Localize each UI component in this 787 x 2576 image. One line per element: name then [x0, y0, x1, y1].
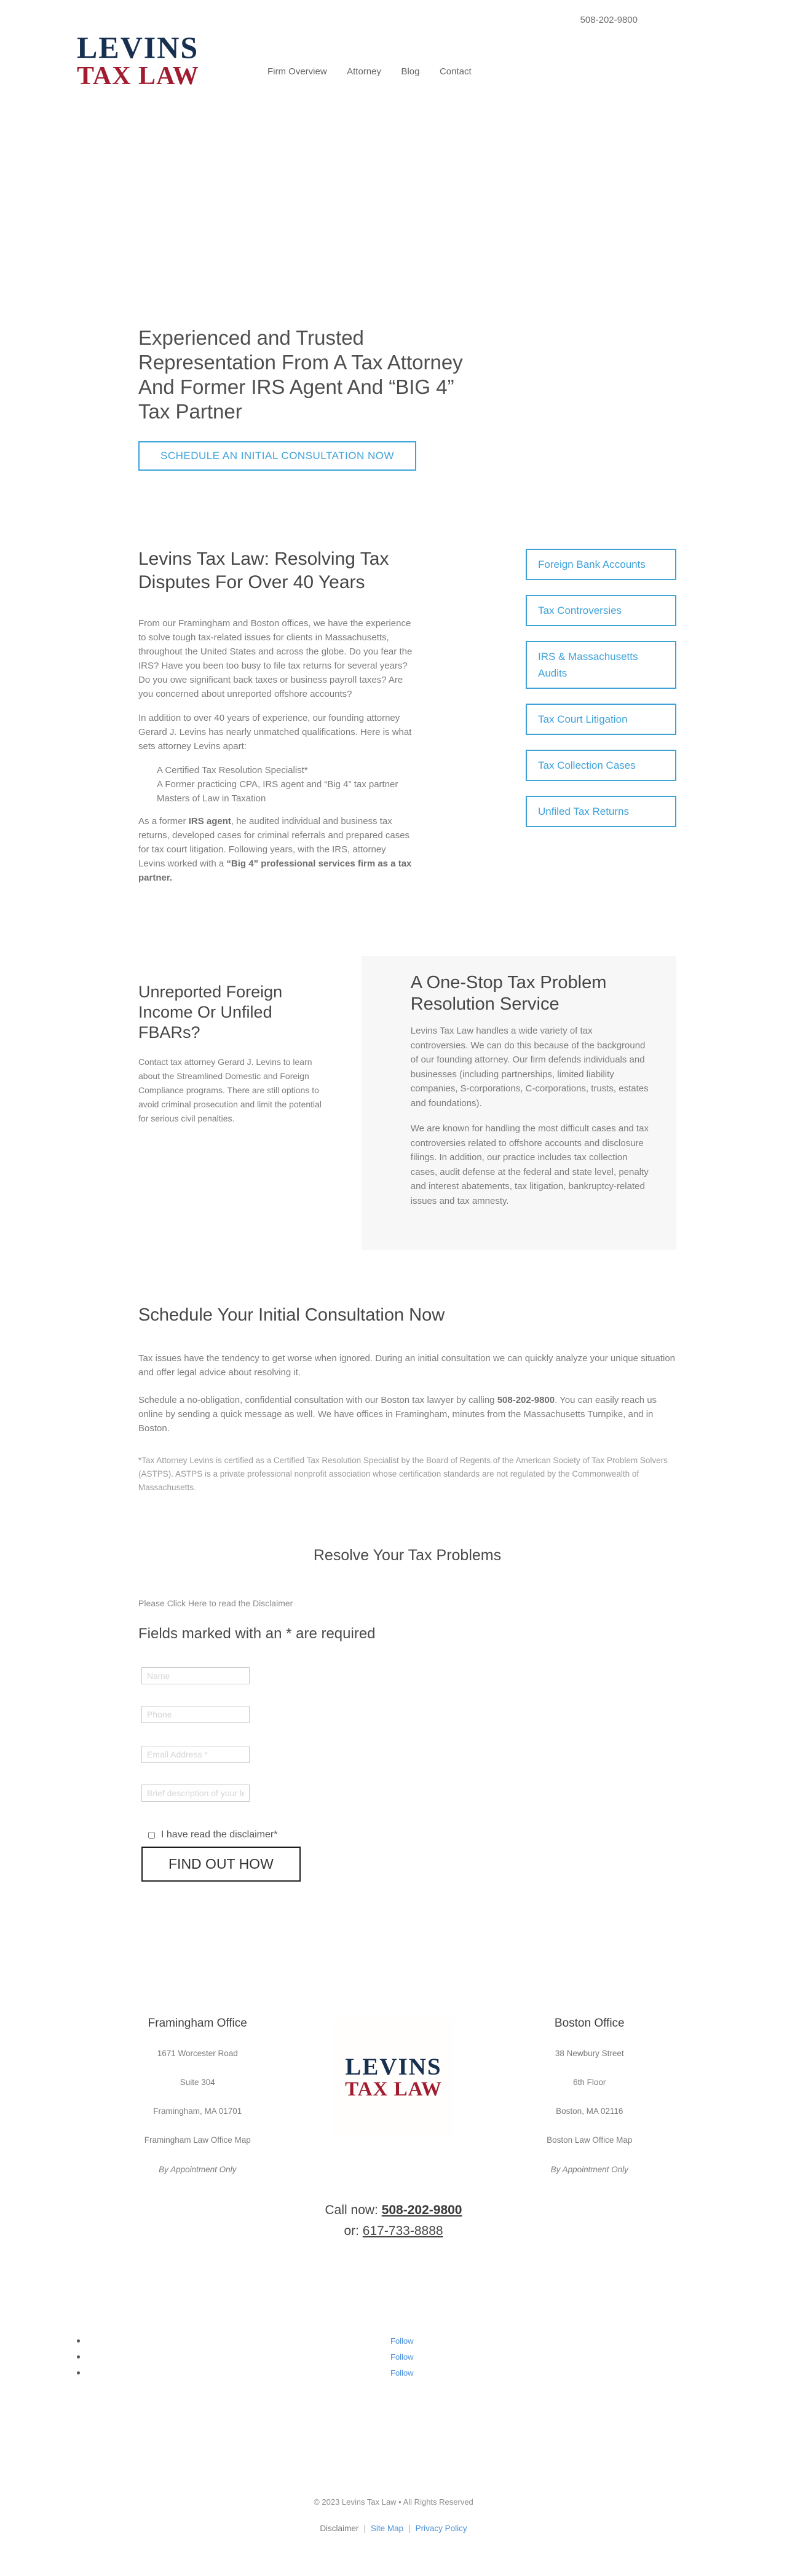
nav-attorney[interactable]: Attorney: [347, 66, 381, 77]
email-field[interactable]: [141, 1746, 250, 1763]
sidebar-button-irs-massachusetts-audits[interactable]: IRS & Massachusetts Audits: [526, 641, 676, 689]
name-field[interactable]: [141, 1667, 250, 1684]
one-stop-heading: A One-Stop Tax Problem Resolution Service: [410, 973, 607, 1014]
framingham-address-line: Suite 304: [180, 2078, 215, 2087]
social-follow-list: [77, 2333, 416, 2381]
phone-bold-text: 508-202-9800: [497, 1395, 555, 1405]
framingham-office-block: [61, 2017, 334, 2175]
practice-areas-sidebar: [526, 548, 676, 895]
site-logo[interactable]: [77, 32, 199, 90]
social-follow-row: [77, 2349, 416, 2365]
boston-appointment-note: By Appointment Only: [550, 2165, 628, 2174]
consultation-paragraph-2: [138, 1393, 676, 1435]
required-fields-note: Fields marked with an * are required: [138, 1625, 376, 1642]
find-out-how-button[interactable]: FIND OUT HOW: [141, 1847, 301, 1882]
about-paragraph-1: From our Framingham and Boston offices, we have the experience to solve tough tax-related issues for clients in Massachusetts, throughout the United States and across the globe. Do you fear the IRS? Have you been too busy to file tax returns for several years? Do you owe significant back taxes or business payroll taxes? Are you concerned about unreported offshore accounts?: [138, 618, 413, 699]
link-separator: |: [363, 2524, 366, 2533]
contact-form-section: [138, 1547, 676, 1882]
hero-heading: Experienced and Trusted Representation From A Tax Attorney And Former IRS Agent And “BIG 4” Tax Partner: [138, 326, 463, 423]
qualification-item: Masters of Law in Taxation: [157, 793, 266, 804]
social-follow-link-2[interactable]: Follow: [390, 2352, 414, 2362]
consultation-section: [138, 1305, 676, 1494]
header-phone-number: 508-202-9800: [580, 15, 638, 25]
sidebar-button-tax-controversies[interactable]: Tax Controversies: [526, 595, 676, 626]
fbar-heading: Unreported Foreign Income Or Unfiled FBARs?: [138, 983, 283, 1042]
about-section: [138, 548, 415, 895]
boston-office-block: [454, 2017, 726, 2175]
framingham-office-heading: Framingham Office: [148, 2017, 247, 2030]
boston-office-heading: Boston Office: [554, 2017, 625, 2030]
legal-issue-field[interactable]: [141, 1785, 250, 1802]
call-now-block: [0, 2200, 787, 2242]
one-stop-paragraph-2: We are known for handling the most difficult cases and tax controversies related to offshore accounts and disclosure filings. In addition, our practice includes tax collection cases, audit defense at the federal and state level, penalty and interest abatements, tax litigation, bankruptcy-related issues and tax amnesty.: [410, 1123, 649, 1206]
boston-map-link[interactable]: Boston Law Office Map: [547, 2135, 633, 2145]
fbar-section: [123, 956, 343, 1250]
bullet-icon: [77, 2371, 80, 2374]
framingham-address-line: Framingham, MA 01701: [153, 2107, 242, 2116]
logo-taxlaw-text: TAX LAW: [77, 62, 199, 90]
boston-address-line: Boston, MA 02116: [556, 2107, 623, 2116]
sidebar-button-unfiled-tax-returns[interactable]: Unfiled Tax Returns: [526, 796, 676, 827]
nav-contact[interactable]: Contact: [439, 66, 472, 77]
secondary-phone-link[interactable]: 617-733-8888: [362, 2224, 443, 2238]
consultation-paragraph-1: Tax issues have the tendency to get worse when ignored. During an initial consultation we can quickly analyze your unique situation and offer legal advice about resolving it.: [138, 1353, 676, 1378]
phone-field[interactable]: [141, 1706, 250, 1723]
or-label: or:: [344, 2224, 363, 2238]
one-stop-section: [362, 956, 676, 1250]
about-heading: Levins Tax Law: Resolving Tax Disputes For Over 40 Years: [138, 549, 389, 592]
fbar-paragraph: Contact tax attorney Gerard J. Levins to learn about the Streamlined Domestic and Foreign Compliance programs. There are still options to avoid criminal prosecution and limit the potential for serious civil penalties.: [138, 1057, 322, 1123]
site-header: [0, 0, 787, 114]
site-footer: [0, 2017, 787, 2576]
disclaimer-checkbox[interactable]: [148, 1832, 155, 1839]
sidebar-button-tax-collection-cases[interactable]: Tax Collection Cases: [526, 750, 676, 781]
sidebar-button-foreign-bank-accounts[interactable]: Foreign Bank Accounts: [526, 549, 676, 580]
footer-logo: [334, 2017, 454, 2137]
consultation-paragraph-2-text: . You can easily reach us online by sending a quick message as well. We have offices in Framingham, minutes from the Massachusetts Turnpike, and in Boston.: [138, 1395, 657, 1434]
bullet-icon: [77, 2355, 80, 2358]
main-nav: [267, 66, 489, 77]
one-stop-paragraph-1: Levins Tax Law handles a wide variety of tax controversies. We can do this because of the background of our founding attorney. Our firm defends individuals and businesses (including partnerships, limited liability companies, S-corporations, C-corporations, trusts, estates and foundations).: [410, 1026, 649, 1109]
social-follow-row: [77, 2365, 416, 2381]
about-paragraph-3: [138, 814, 415, 885]
schedule-consultation-button[interactable]: SCHEDULE AN INITIAL CONSULTATION NOW: [138, 441, 416, 471]
social-follow-row: [77, 2333, 416, 2349]
footer-disclaimer-link[interactable]: Disclaimer: [320, 2524, 359, 2533]
framingham-appointment-note: By Appointment Only: [159, 2165, 237, 2174]
link-separator: |: [408, 2524, 411, 2533]
about-paragraph-3-text: As a former: [138, 816, 189, 827]
disclaimer-checkbox-label: I have read the disclaimer*: [161, 1829, 278, 1840]
qualifications-list: [157, 763, 415, 806]
logo-levins-text: LEVINS: [345, 2054, 442, 2080]
nav-blog[interactable]: Blog: [401, 66, 420, 77]
about-paragraph-3-text: , he audited individual and business tax returns, developed cases for criminal referrals and prepared cases for tax court litigation. Following years, with the IRS, attorney Levins worked with a: [138, 816, 410, 869]
social-follow-link-1[interactable]: Follow: [390, 2336, 414, 2346]
big4-bold-text: “Big 4” professional services firm as a tax partner.: [138, 858, 412, 883]
boston-address-line: 6th Floor: [573, 2078, 606, 2087]
footer-privacy-link[interactable]: Privacy Policy: [415, 2524, 467, 2533]
disclaimer-link[interactable]: Please Click Here to read the Disclaimer: [138, 1598, 293, 1608]
footer-sitemap-link[interactable]: Site Map: [370, 2524, 404, 2533]
copyright-text: © 2023 Levins Tax Law • All Rights Reserved: [314, 2497, 473, 2507]
logo-taxlaw-text: TAX LAW: [345, 2078, 442, 2100]
call-now-label: Call now:: [325, 2203, 382, 2217]
sidebar-button-tax-court-litigation[interactable]: Tax Court Litigation: [526, 704, 676, 735]
framingham-map-link[interactable]: Framingham Law Office Map: [144, 2135, 251, 2145]
primary-phone-link[interactable]: 508-202-9800: [381, 2203, 462, 2217]
form-heading: Resolve Your Tax Problems: [313, 1547, 502, 1564]
contact-form: [138, 1667, 676, 1882]
nav-firm-overview[interactable]: Firm Overview: [267, 66, 327, 77]
qualification-item: A Former practicing CPA, IRS agent and “Big 4” tax partner: [157, 779, 398, 790]
consultation-paragraph-2-text: Schedule a no-obligation, confidential consultation with our Boston tax lawyer by calling: [138, 1395, 497, 1405]
irs-agent-bold-text: IRS agent: [188, 816, 231, 827]
qualification-item: A Certified Tax Resolution Specialist*: [157, 765, 308, 776]
certification-disclaimer-text: *Tax Attorney Levins is certified as a Certified Tax Resolution Specialist by the Board of Regents of the American Society of Tax Problem Solvers (ASTPS). ASTPS is a private professional nonprofit association whose certification standards are not regulated by the Commonwealth of Massachusetts.: [138, 1456, 668, 1492]
hero-section: [138, 114, 676, 471]
consultation-heading: Schedule Your Initial Consultation Now: [138, 1305, 445, 1325]
boston-address-line: 38 Newbury Street: [555, 2049, 624, 2058]
bullet-icon: [77, 2339, 80, 2342]
framingham-address-line: 1671 Worcester Road: [157, 2049, 238, 2058]
footer-bottom: [0, 2497, 787, 2576]
logo-levins-text: LEVINS: [77, 30, 199, 65]
social-follow-link-3[interactable]: Follow: [390, 2368, 414, 2378]
about-paragraph-2: In addition to over 40 years of experience, our founding attorney Gerard J. Levins has nearly unmatched qualifications. Here is what sets attorney Levins apart:: [138, 713, 412, 752]
